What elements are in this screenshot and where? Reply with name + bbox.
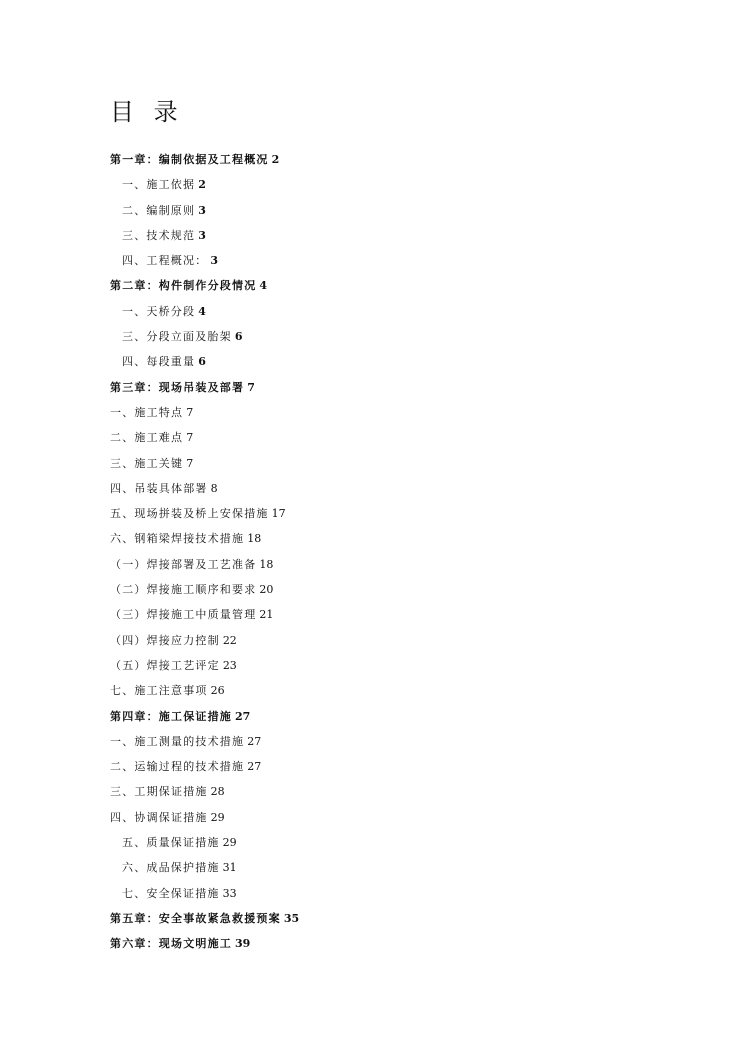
- toc-section-entry[interactable]: [110, 526, 670, 551]
- toc-page-number: 18: [247, 532, 262, 546]
- toc-chapter-entry[interactable]: [110, 931, 670, 956]
- toc-section-entry[interactable]: [110, 172, 670, 197]
- toc-page-number: 20: [259, 583, 274, 597]
- toc-page-number: 33: [222, 886, 237, 900]
- toc-entry-text: 四、吊装具体部署: [110, 481, 208, 495]
- toc-section-entry[interactable]: [110, 729, 670, 754]
- toc-section-entry[interactable]: [110, 324, 670, 349]
- toc-title: 目 录: [110, 98, 184, 126]
- toc-list: [110, 147, 670, 957]
- toc-page-number: 35: [283, 911, 300, 925]
- toc-entry-text: （二）焊接施工顺序和要求: [110, 583, 257, 597]
- toc-page-number: 21: [259, 608, 274, 622]
- toc-entry-text: 第一章：编制依据及工程概况: [110, 153, 269, 166]
- toc-page-number: 2: [271, 153, 280, 166]
- toc-entry-text: 第二章：构件制作分段情况: [110, 279, 257, 293]
- toc-page-number: 26: [210, 684, 225, 698]
- toc-entry-text: 第四章：施工保证措施: [110, 709, 232, 723]
- toc-entry-text: （五）焊接工艺评定: [110, 658, 220, 672]
- toc-page-number: 28: [210, 785, 225, 799]
- toc-entry-text: 二、运输过程的技术措施: [110, 760, 245, 774]
- toc-page-number: 4: [198, 304, 206, 318]
- toc-section-entry[interactable]: [110, 299, 670, 324]
- toc-page-number: 8: [210, 481, 218, 495]
- toc-chapter-entry[interactable]: [110, 273, 670, 298]
- toc-section-entry[interactable]: [110, 754, 670, 779]
- toc-entry-text: 三、施工关键: [110, 456, 184, 470]
- toc-page-number: 7: [186, 431, 194, 445]
- toc-section-entry[interactable]: [110, 602, 670, 627]
- toc-page-number: 3: [210, 254, 219, 268]
- toc-section-entry[interactable]: [110, 653, 670, 678]
- toc-section-entry[interactable]: [110, 425, 670, 450]
- toc-page-number: 29: [210, 810, 225, 824]
- toc-entry-text: 五、现场拼装及桥上安保措施: [110, 507, 269, 521]
- toc-section-entry[interactable]: [110, 349, 670, 374]
- toc-entry-text: 四、工程概况：: [122, 254, 208, 268]
- toc-page-number: 22: [222, 633, 237, 647]
- toc-section-entry[interactable]: [110, 830, 670, 855]
- toc-entry-text: 一、天桥分段: [122, 304, 196, 318]
- toc-page-number: 23: [222, 658, 237, 672]
- toc-section-entry[interactable]: [110, 501, 670, 526]
- toc-page-number: 3: [198, 203, 206, 217]
- toc-entry-text: 一、施工测量的技术措施: [110, 734, 245, 748]
- toc-page-number: 29: [222, 836, 237, 850]
- toc-chapter-entry[interactable]: [110, 704, 670, 729]
- toc-section-entry[interactable]: [110, 476, 670, 501]
- toc-section-entry[interactable]: [110, 400, 670, 425]
- toc-entry-text: 一、施工特点: [110, 405, 184, 419]
- toc-entry-text: （三）焊接施工中质量管理: [110, 608, 257, 622]
- toc-section-entry[interactable]: [110, 855, 670, 880]
- toc-section-entry[interactable]: [110, 248, 670, 273]
- toc-entry-text: 第三章：现场吊装及部署: [110, 380, 245, 394]
- toc-entry-text: 二、编制原则: [122, 203, 196, 217]
- toc-page-number: 27: [235, 709, 251, 723]
- toc-page-number: 6: [234, 330, 243, 344]
- toc-section-entry[interactable]: [110, 881, 670, 906]
- toc-page-number: 18: [259, 557, 274, 571]
- toc-page-number: 7: [186, 405, 194, 419]
- toc-entry-text: 七、安全保证措施: [122, 886, 220, 900]
- toc-section-entry[interactable]: [110, 223, 670, 248]
- toc-entry-text: 一、施工依据: [122, 178, 196, 192]
- toc-section-entry[interactable]: [110, 552, 670, 577]
- toc-page-number: 17: [271, 507, 286, 521]
- toc-entry-text: 三、分段立面及胎架: [122, 330, 232, 344]
- toc-entry-text: 四、每段重量: [122, 355, 196, 369]
- toc-entry-text: 六、成品保护措施: [122, 861, 220, 875]
- toc-section-entry[interactable]: [110, 451, 670, 476]
- toc-page-number: 4: [259, 279, 268, 293]
- toc-section-entry[interactable]: [110, 678, 670, 703]
- toc-chapter-entry[interactable]: [110, 147, 670, 172]
- toc-entry-text: 二、施工难点: [110, 431, 184, 445]
- toc-entry-text: 三、工期保证措施: [110, 785, 208, 799]
- toc-chapter-entry[interactable]: [110, 906, 670, 931]
- toc-page-number: 27: [247, 734, 262, 748]
- toc-section-entry[interactable]: [110, 805, 670, 830]
- toc-page-number: 7: [247, 380, 255, 394]
- toc-entry-text: 六、钢箱梁焊接技术措施: [110, 532, 245, 546]
- toc-entry-text: 四、协调保证措施: [110, 810, 208, 824]
- toc-chapter-entry[interactable]: [110, 375, 670, 400]
- toc-section-entry[interactable]: [110, 628, 670, 653]
- toc-entry-text: 五、质量保证措施: [122, 836, 220, 850]
- toc-page-number: 27: [247, 760, 262, 774]
- toc-section-entry[interactable]: [110, 198, 670, 223]
- toc-entry-text: 第五章：安全事故紧急救援预案: [110, 911, 281, 925]
- toc-entry-text: 三、技术规范: [122, 228, 196, 242]
- toc-section-entry[interactable]: [110, 577, 670, 602]
- toc-page-number: 3: [198, 228, 206, 242]
- toc-entry-text: 七、施工注意事项: [110, 684, 208, 698]
- toc-entry-text: 第六章：现场文明施工: [110, 937, 232, 951]
- toc-page-number: 6: [198, 355, 206, 369]
- toc-entry-text: （四）焊接应力控制: [110, 633, 220, 647]
- toc-page-number: 2: [198, 178, 206, 192]
- toc-entry-text: （一）焊接部署及工艺准备: [110, 557, 257, 571]
- toc-page-number: 31: [222, 861, 237, 875]
- toc-section-entry[interactable]: [110, 779, 670, 804]
- toc-page-number: 7: [186, 456, 194, 470]
- toc-page-number: 39: [235, 937, 251, 951]
